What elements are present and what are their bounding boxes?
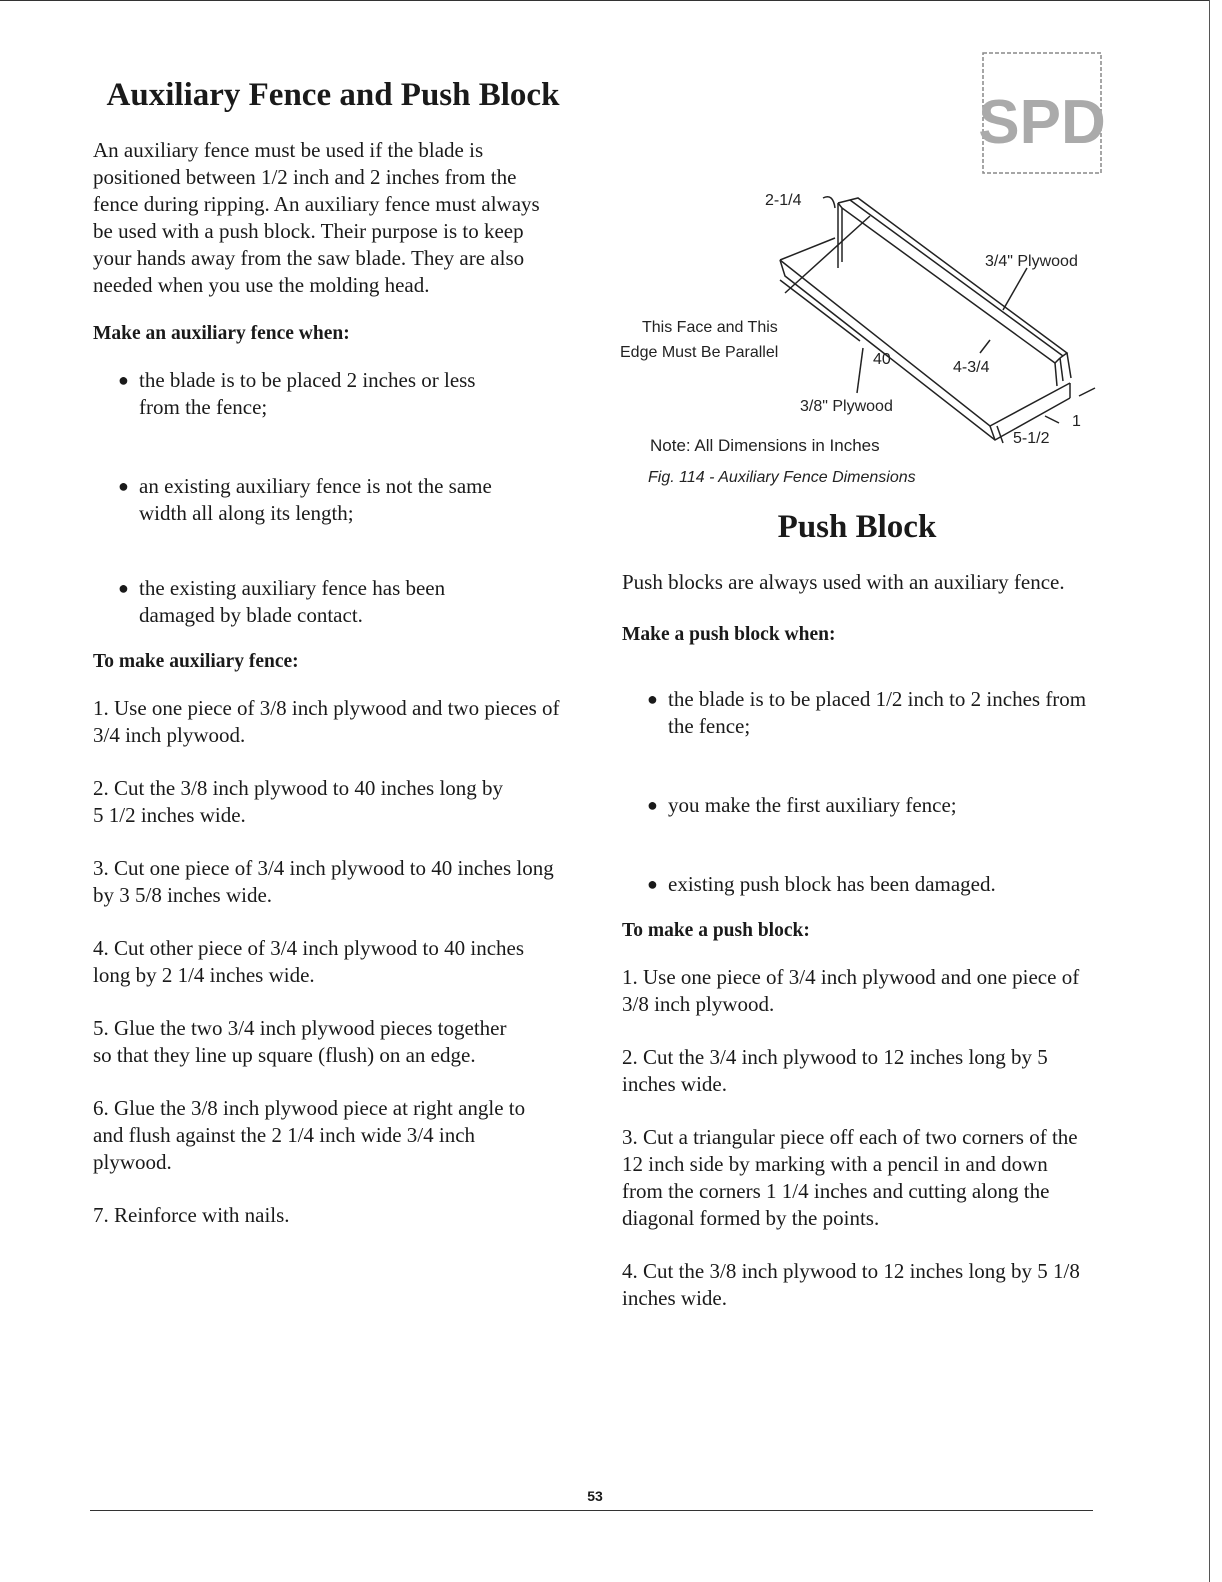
left-column xyxy=(93,76,573,1255)
push-step: 3. Cut a triangular piece off each of two corners of the 12 inch side by marking with a pencil in and down from the corners 1 1/4 inches and cutting along the diagonal formed by the points. xyxy=(622,1125,1078,1230)
list-item: ● an existing auxiliary fence is not the same width all along its length; xyxy=(118,474,492,525)
dim-label: 5-1/2 xyxy=(1013,430,1050,447)
spd-stamp xyxy=(978,53,1105,173)
fence-step: 1. Use one piece of 3/8 inch plywood and two pieces of 3/4 inch plywood. xyxy=(93,696,560,747)
dim-label: 40 xyxy=(873,351,891,368)
list-item: ● existing push block has been damaged. xyxy=(647,872,996,896)
push-block-intro: Push blocks are always used with an auxiliary fence. xyxy=(622,570,1065,594)
right-border xyxy=(1209,0,1210,1582)
dim-label: 2-1/4 xyxy=(765,192,802,209)
fence-step: 3. Cut one piece of 3/4 inch plywood to 40 inches long by 3 5/8 inches wide. xyxy=(93,856,554,907)
fence-when-list xyxy=(118,367,573,629)
list-item: ● the blade is to be placed 2 inches or less from the fence; xyxy=(118,368,476,419)
face-label-line1: This Face and This xyxy=(642,319,778,336)
push-step: 4. Cut the 3/8 inch plywood to 12 inches long by 5 1/8 inches wide. xyxy=(622,1259,1080,1310)
list-item: ● the existing auxiliary fence has been damaged by blade contact. xyxy=(118,576,446,627)
push-when-list xyxy=(647,686,1092,898)
fence-step: 4. Cut other piece of 3/4 inch plywood to 40 inches long by 2 1/4 inches wide. xyxy=(93,936,525,987)
fence-step: 2. Cut the 3/8 inch plywood to 40 inches long by 5 1/2 inches wide. xyxy=(93,776,504,827)
dim-label: 4-3/4 xyxy=(953,359,990,376)
fence-make-heading: To make auxiliary fence: xyxy=(93,651,299,672)
dimensions-note: Note: All Dimensions in Inches xyxy=(650,436,880,455)
fence-when-heading: Make an auxiliary fence when: xyxy=(93,323,350,344)
push-when-heading: Make a push block when: xyxy=(622,624,836,645)
figure-caption: Fig. 114 - Auxiliary Fence Dimensions xyxy=(648,469,916,486)
dim-label: 1 xyxy=(1072,413,1081,430)
push-block-title: Push Block xyxy=(777,509,937,545)
right-column xyxy=(622,508,1092,1338)
list-item: ● the blade is to be placed 1/2 inch to 2 inches from the fence; xyxy=(647,687,1087,738)
plywood-34-label: 3/4" Plywood xyxy=(985,253,1078,270)
push-step: 1. Use one piece of 3/4 inch plywood and one piece of 3/8 inch plywood. xyxy=(622,965,1080,1016)
page-title: Auxiliary Fence and Push Block xyxy=(106,77,560,113)
intro-paragraph: An auxiliary fence must be used if the blade is positioned between 1/2 inch and 2 inches from the fence during ripping. An auxiliary fence must always be used with a push block. Their purpose is to keep your hands away from the saw blade. They are also needed when you use the molding head. xyxy=(93,138,540,297)
plywood-38-label: 3/8" Plywood xyxy=(800,398,893,415)
svg-text:SPD: SPD xyxy=(978,88,1106,157)
face-label-line2: Edge Must Be Parallel xyxy=(620,344,779,361)
page-number: 53 xyxy=(587,1488,603,1504)
fence-step: 7. Reinforce with nails. xyxy=(93,1203,290,1227)
push-make-heading: To make a push block: xyxy=(622,920,810,941)
push-step: 2. Cut the 3/4 inch plywood to 12 inches long by 5 inches wide. xyxy=(622,1045,1048,1096)
list-item: ● you make the first auxiliary fence; xyxy=(647,793,957,817)
footer-rule xyxy=(90,1510,1093,1511)
auxiliary-fence-diagram xyxy=(605,48,1110,498)
top-border xyxy=(0,0,1210,1)
fence-step: 6. Glue the 3/8 inch plywood piece at right angle to and flush against the 2 1/4 inch wide 3/4 inch plywood. xyxy=(93,1096,526,1174)
fence-step: 5. Glue the two 3/4 inch plywood pieces together so that they line up square (flush) on an edge. xyxy=(93,1016,507,1067)
